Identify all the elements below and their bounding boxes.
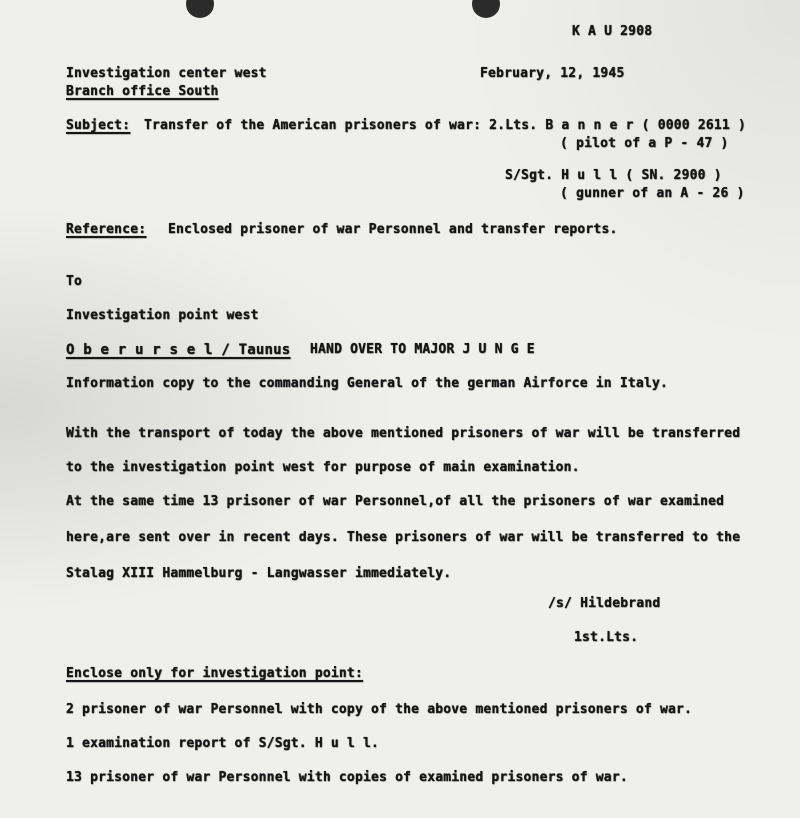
enclosure-item-1: 2 prisoner of war Personnel with copy of the above mentioned prisoners of war. [66,702,693,717]
body-line-3: At the same time 13 prisoner of war Personnel,of all the prisoners of war examined [66,494,725,509]
punch-hole [472,0,500,18]
signature-rank: 1st.Lts. [574,630,639,645]
body-line-5: Stalag XIII Hammelburg - Langwasser immediately. [66,566,452,581]
subject-text: Transfer of the American prisoners of war: 2.Lts. B a n n e r ( 0000 2611 ) [144,118,746,133]
subject-line-4: ( gunner of an A - 26 ) [560,186,745,201]
body-line-2: to the investigation point west for purpose of main examination. [66,460,580,475]
reference-label: Reference: [66,222,147,237]
body-line-4: here,are sent over in recent days. These prisoners of war will be transferred to the [66,530,741,545]
subject-line-3: S/Sgt. H u l l ( SN. 2900 ) [505,168,722,183]
sender-line-1: Investigation center west [66,66,267,81]
file-reference: K A U 2908 [572,24,653,39]
enclosure-item-3: 13 prisoner of war Personnel with copies of examined prisoners of war. [66,770,628,785]
body-line-1: With the transport of today the above mentioned prisoners of war will be transferred [66,426,741,441]
enclosure-item-2: 1 examination report of S/Sgt. H u l l. [66,736,380,751]
handover-instruction: HAND OVER TO MAJOR J U N G E [310,342,535,357]
sender-line-2: Branch office South [66,84,219,99]
addressee-location: O b e r u r s e l / Taunus [66,342,291,358]
subject-label: Subject: [66,118,131,133]
reference-text: Enclosed prisoner of war Personnel and transfer reports. [168,222,618,237]
enclosures-heading: Enclose only for investigation point: [66,666,363,681]
addressee-line-1: Investigation point west [66,308,259,323]
signature-name: /s/ Hildebrand [548,596,661,611]
addressee-to: To [66,274,83,289]
document-date: February, 12, 1945 [480,66,625,81]
information-copy-line: Information copy to the commanding General of the german Airforce in Italy. [66,376,668,391]
subject-line-2: ( pilot of a P - 47 ) [560,136,729,151]
punch-hole [186,0,214,18]
